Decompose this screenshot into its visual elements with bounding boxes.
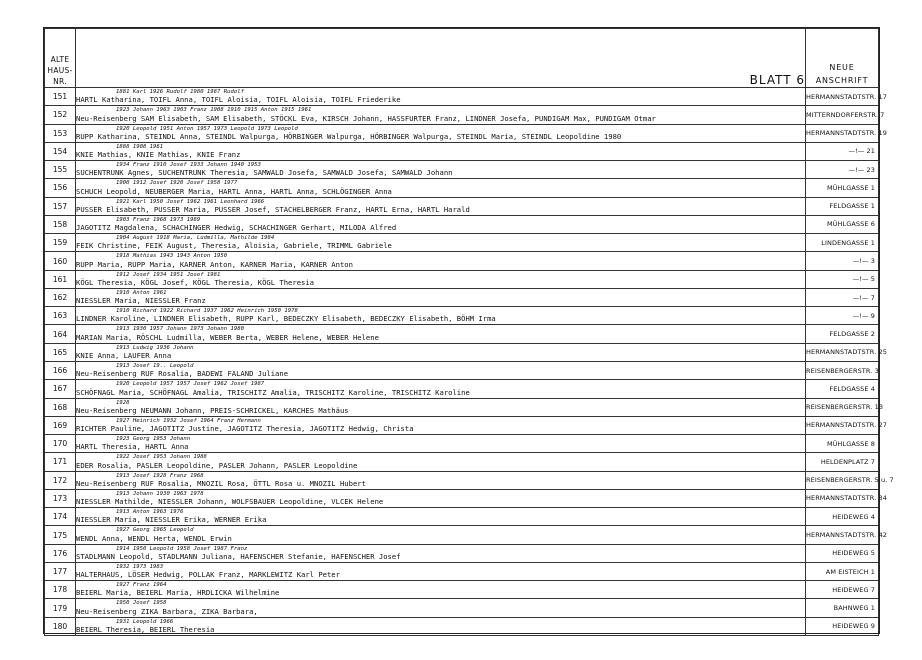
year-annotations: 1920 Leopold 1951 Anton 1957 1973 Leopold 1973 Leopold [116,125,298,132]
owner-history [76,325,806,343]
header-line: NEUE [829,63,855,72]
table-row [45,361,879,379]
owner-history [76,252,806,270]
table-row [45,179,879,197]
table-row [45,106,879,124]
owner-history [76,343,806,361]
year-annotations: 1923 Johann 1963 1903 Franz 1908 1910 1915 Anton 1915 1961 [116,107,312,114]
header-line: ANSCHRIFT [815,76,869,85]
new-address: FELDGASSE 1 [806,197,879,215]
header-line: ALTE [50,55,70,64]
owner-history [76,435,806,453]
table-row [45,398,879,416]
old-house-number: 171 [45,453,76,471]
year-annotations: 1918 Mathias 1943 1943 Anton 1950 [116,253,228,260]
owner-names: STADLMANN Leopold, STADLMANN Juliana, HAFENSCHER Stefanie, HAFENSCHER Josef [76,551,401,561]
old-house-number: 157 [45,197,76,215]
old-house-number: 163 [45,307,76,325]
owner-names: PUSSER Elisabeth, PUSSER Maria, PUSSER Josef, STACHELBERGER Franz, HARTL Erna, HARTL Harald [76,204,470,214]
year-annotations: 1914 1950 Leopold 1958 Josef 1987 Franz [116,545,248,552]
year-annotations: 1910 Anton 1961 [116,289,167,296]
header-row [45,29,879,88]
old-house-number-header [45,29,76,88]
sheet-title: BLATT 6 [76,29,806,88]
new-address: HERMANNSTADTSTR. 17 [806,88,879,106]
old-house-number: 167 [45,380,76,398]
owner-history [76,106,806,124]
old-house-number: 165 [45,343,76,361]
old-house-number: 154 [45,142,76,160]
owner-names: NIESSLER Mathilde, NIESSLER Johann, WOLFSBAUER Leopoldine, VLCEK Helene [76,497,384,507]
owner-names: KÖGL Theresia, KÖGL Josef, KÖGL Theresia, KÖGL Theresia [76,277,314,287]
year-annotations: 1921 Karl 1950 Josef 1962 1961 Leonhard 1966 [116,198,265,205]
owner-names: NIESSLER Maria, NIESSLER Erika, WERNER Erika [76,515,267,525]
table-row [45,234,879,252]
new-address: BAHNWEG 1 [806,599,879,617]
owner-history [76,562,806,580]
table-row [45,453,879,471]
new-address: HEIDEWEG 5 [806,544,879,562]
owner-history [76,179,806,197]
owner-history [76,453,806,471]
header-line: NR. [53,77,67,86]
old-house-number: 155 [45,161,76,179]
table-row [45,307,879,325]
owner-names: Neu-Reisenberg RUF Rosalia, BADEWI FALAND Juliane [76,369,289,379]
table-row [45,599,879,617]
new-address: REISENBERGERSTR. 3 [806,361,879,379]
table-row [45,544,879,562]
owner-names: SCHUCH Leopold, NEUBERGER Maria, HARTL Anna, HARTL Anna, SCHLÖGINGER Anna [76,186,392,196]
new-address: HEIDEWEG 4 [806,508,879,526]
table-row [45,581,879,599]
new-address: HERMANNSTADTSTR. 27 [806,416,879,434]
year-annotations: 1932 1973 1983 [116,563,164,570]
owner-history [76,416,806,434]
owner-history [76,380,806,398]
owner-names: BEIERL Maria, BEIERL Maria, HRDLICKA Wilhelmine [76,588,280,598]
new-address: FELDGASSE 4 [806,380,879,398]
owner-history [76,599,806,617]
table-row [45,471,879,489]
new-address: MÜHLGASSE 1 [806,179,879,197]
year-annotations: 1903 Franz 1968 1973 1989 [116,216,201,223]
year-annotations: 1912 Josef 1934 1951 Josef 1981 [116,271,221,278]
table-row [45,270,879,288]
year-annotations: 1928 [116,399,130,406]
owner-names: Neu-Reisenberg ZIKA Barbara, ZIKA Barbara, [76,606,258,616]
new-address: REISENBERGERSTR. 13 [806,398,879,416]
old-house-number: 180 [45,617,76,635]
owner-names: Neu-Reisenberg NEUMANN Johann, PREIS-SCHRICKEL, KARCHES Mathäus [76,405,349,415]
owner-history [76,307,806,325]
year-annotations: 1900 1912 Josef 1920 Josef 1958 1977 [116,180,238,187]
year-annotations: 1913 1930 1957 Johann 1973 Johann 1980 [116,326,244,333]
owner-history [76,288,806,306]
year-annotations: 1913 Ludwig 1936 Johann [116,344,194,351]
owner-names: RICHTER Pauline, JAGOTITZ Justine, JAGOTITZ Theresia, JAGOTITZ Hedwig, Christa [76,424,414,434]
owner-history [76,215,806,233]
owner-names: HARTL Theresia, HARTL Anna [76,442,189,452]
table-row [45,142,879,160]
owner-history [76,161,806,179]
year-annotations: 1922 Josef 1953 Johann 1988 [116,454,207,461]
year-annotations: 1950 Josef 1958 [116,600,167,607]
old-house-number: 159 [45,234,76,252]
year-annotations: 1927 Heinrich 1932 Josef 1964 Franz Hermann [116,417,261,424]
house-register-table [44,28,894,636]
owner-names: FEIK Christine, FEIK August, Theresia, Aloisia, Gabriele, TRIMML Gabriele [76,241,392,251]
owner-names: RUPP Katharina, STEINDL Anna, STEINDL Walpurga, HÖRBINGER Walpurga, HÖRBINGER Walpurga, STEINDL Maria, STEINDL Leopoldine 1980 [76,131,622,141]
new-address: FELDGASSE 2 [806,325,879,343]
owner-names: MARIAN Maria, RÖSCHL Ludmilla, WEBER Berta, WEBER Helene, WEBER Helene [76,332,379,342]
year-annotations: 1927 Georg 1965 Leopold [116,527,194,534]
owner-names: SUCHENTRUNK Agnes, SUCHENTRUNK Theresia, SAMWALD Josefa, SAMWALD Josefa, SAMWALD Johann [76,168,453,178]
table-row [45,252,879,270]
owner-names: SCHÖFNAGL Maria, SCHÖFNAGL Amalia, TRISCHITZ Amalia, TRISCHITZ Karoline, TRISCHITZ Karoline [76,387,470,397]
owner-history [76,124,806,142]
old-house-number: 156 [45,179,76,197]
table-row [45,325,879,343]
year-annotations: 1904 August 1918 Maria, Ludmilla, Mathilde 1984 [116,235,275,242]
old-house-number: 172 [45,471,76,489]
new-address: HELDENPLATZ 7 [806,453,879,471]
owner-history [76,544,806,562]
new-address: AM EISTEICH 1 [806,562,879,580]
old-house-number: 164 [45,325,76,343]
year-annotations: 1913 Johann 1930 1963 1978 [116,490,204,497]
old-house-number: 174 [45,508,76,526]
table-row [45,617,879,635]
old-house-number: 178 [45,581,76,599]
old-house-number: 153 [45,124,76,142]
owner-names: WENDL Anna, WENDL Herta, WENDL Erwin [76,533,232,543]
year-annotations: 1910 Richard 1922 Richard 1937 1962 Heinrich 1950 1978 [116,308,298,315]
old-house-number: 162 [45,288,76,306]
year-annotations: 1931 Leopold 1966 [116,618,174,625]
year-annotations: 1913 Josef 19.. Leopold [116,362,194,369]
owner-history [76,526,806,544]
year-annotations: 1881 Karl 1926 Rudolf 1980 1987 Rudolf [116,89,244,95]
new-address: HERMANNSTADTSTR. 42 [806,526,879,544]
new-address: LINDENGASSE 1 [806,234,879,252]
old-house-number: 152 [45,106,76,124]
owner-history [76,234,806,252]
new-address: —!— 23 [806,161,879,179]
owner-history [76,617,806,635]
year-annotations: 1888 1908 1961 [116,143,164,150]
year-annotations: 1913 Anton 1963 1976 [116,509,184,516]
old-house-number: 168 [45,398,76,416]
old-house-number: 161 [45,270,76,288]
old-house-number: 160 [45,252,76,270]
old-house-number: 170 [45,435,76,453]
owner-names: BEIERL Theresia, BEIERL Theresia [76,624,215,634]
owner-names: KNIE Anna, LAUFER Anna [76,350,172,360]
new-address: —!— 5 [806,270,879,288]
owner-history [76,142,806,160]
old-house-number: 179 [45,599,76,617]
old-house-number: 169 [45,416,76,434]
old-house-number: 177 [45,562,76,580]
table-row [45,380,879,398]
new-address: HERMANNSTADTSTR. 25 [806,343,879,361]
header-line: HAUS- [47,66,73,75]
owner-names: Neu-Reisenberg SAM Elisabeth, SAM Elisabeth, STÖCKL Eva, KIRSCH Johann, HASSFURTER Franz, LINDNER Josefa, PUNDIGAM Max, PUNDIGAM Otmar [76,113,656,123]
owner-names: NIESSLER Maria, NIESSLER Franz [76,296,206,306]
new-address-header [806,29,879,88]
new-address: MÜHLGASSE 8 [806,435,879,453]
old-house-number: 176 [45,544,76,562]
year-annotations: 1920 Leopold 1957 1957 Josef 1962 Josef 1987 [116,381,265,388]
owner-names: KNIE Mathias, KNIE Mathias, KNIE Franz [76,150,241,160]
year-annotations: 1927 Franz 1964 [116,582,167,589]
new-address: —!— 3 [806,252,879,270]
old-house-number: 151 [45,88,76,106]
owner-names: EDER Rosalia, PASLER Leopoldine, PASLER Johann, PASLER Leopoldine [76,460,358,470]
owner-history [76,471,806,489]
owner-history [76,88,806,106]
new-address: MITTERNDORFERSTR. 7 [806,106,879,124]
table-row [45,416,879,434]
owner-names: Neu-Reisenberg RUF Rosalia, MNOZIL Rosa, ÖTTL Rosa u. MNOZIL Hubert [76,478,366,488]
table-row [45,124,879,142]
owner-names: RUPP Maria, RUPP Maria, KARNER Anton, KARNER Maria, KARNER Anton [76,259,353,269]
table-row [45,562,879,580]
table-row [45,343,879,361]
new-address: HERMANNSTADTSTR. 19 [806,124,879,142]
owner-history [76,361,806,379]
owner-history [76,398,806,416]
table-row [45,526,879,544]
owner-history [76,270,806,288]
table-row [45,435,879,453]
new-address: HERMANNSTADTSTR. 34 [806,489,879,507]
owner-history [76,581,806,599]
table-row [45,161,879,179]
table-row [45,508,879,526]
owner-names: JAGOTITZ Magdalena, SCHACHINGER Hedwig, SCHACHINGER Gerhart, MILODA Alfred [76,223,397,233]
owner-history [76,197,806,215]
new-address: —!— 21 [806,142,879,160]
old-house-number: 158 [45,215,76,233]
old-house-number: 173 [45,489,76,507]
year-annotations: 1934 Franz 1910 Josef 1933 Johann 1940 1953 [116,162,261,169]
owner-history [76,508,806,526]
record-sheet [43,27,894,634]
new-address: REISENBERGERSTR. 5 u. 7 [806,471,879,489]
table-row [45,88,879,106]
table-row [45,215,879,233]
new-address: HEIDEWEG 9 [806,617,879,635]
year-annotations: 1913 Josef 1928 Franz 1968 [116,472,204,479]
new-address: —!— 9 [806,307,879,325]
owner-names: HARTL Katharina, TOIFL Anna, TOIFL Aloisia, TOIFL Aloisia, TOIFL Friederike [76,95,401,105]
old-house-number: 175 [45,526,76,544]
new-address: HEIDEWEG 7 [806,581,879,599]
old-house-number: 166 [45,361,76,379]
table-row [45,489,879,507]
owner-names: LINDNER Karoline, LINDNER Elisabeth, RUPP Karl, BEDECZKY Elisabeth, BEDECZKY Elisabeth, BÖHM Irma [76,314,496,324]
table-row [45,197,879,215]
owner-names: HALTERHAUS, LÖSER Hedwig, POLLAK Franz, MARKLEWITZ Karl Peter [76,570,340,580]
owner-history [76,489,806,507]
year-annotations: 1923 Georg 1953 Johann [116,436,191,443]
new-address: MÜHLGASSE 6 [806,215,879,233]
table-row [45,288,879,306]
new-address: —!— 7 [806,288,879,306]
